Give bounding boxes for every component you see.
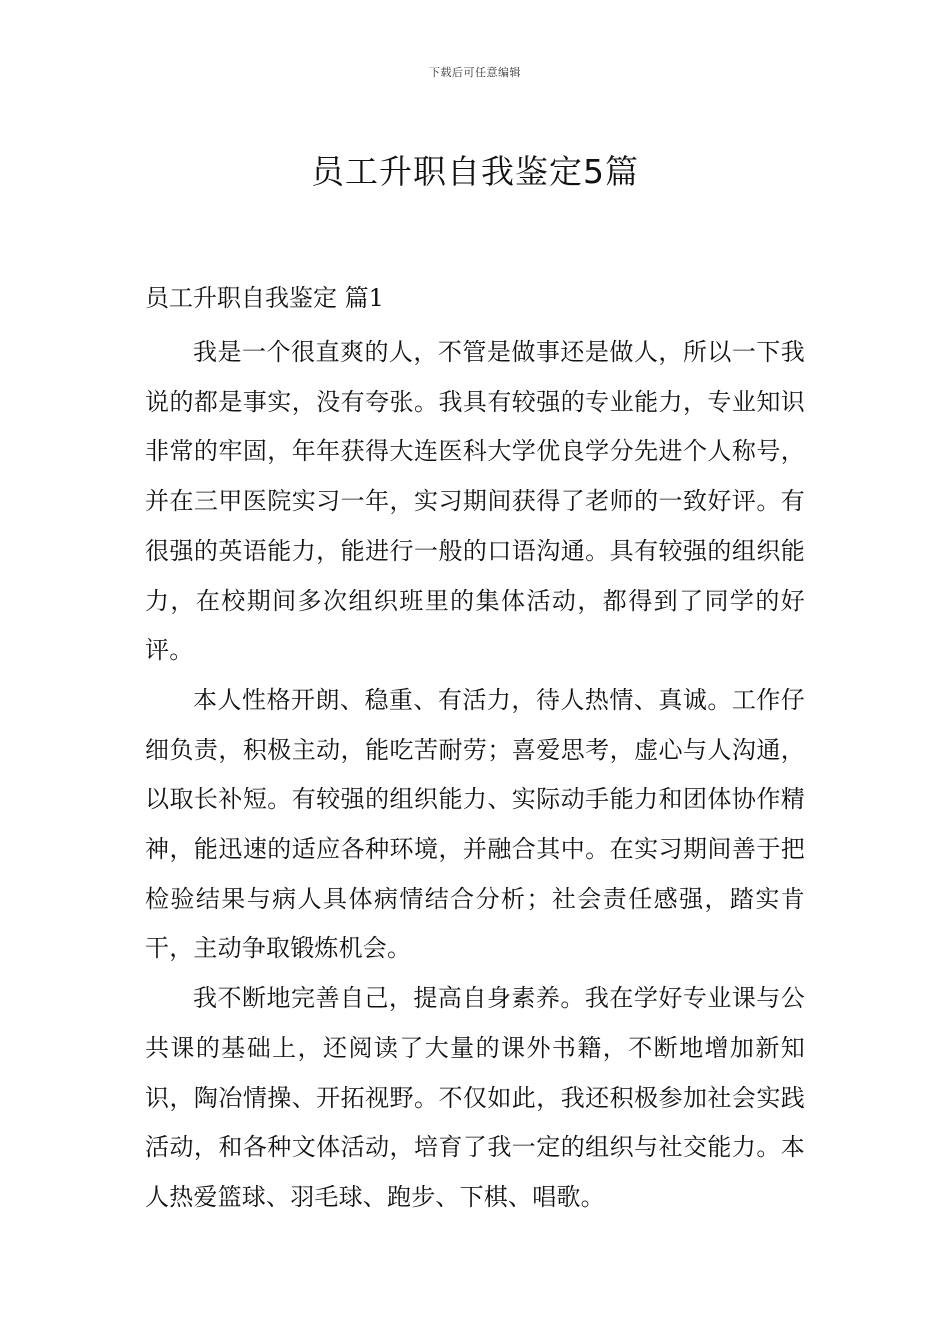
document-title: 员工升职自我鉴定5篇: [311, 152, 639, 192]
header-note: 下载后可任意编辑: [429, 66, 521, 79]
section-heading: 员工升职自我鉴定 篇1: [145, 284, 384, 312]
document-body: [145, 328, 805, 1223]
paragraph-2: 本人性格开朗、稳重、有活力，待人热情、真诚。工作仔细负责，积极主动，能吃苦耐劳；喜爱思考，虚心与人沟通，以取长补短。有较强的组织能力、实际动手能力和团体协作精神，能迅速的适应各种环境，并融合其中。在实习期间善于把检验结果与病人具体病情结合分析；社会责任感强，踏实肯干，主动争取锻炼机会。: [145, 685, 805, 963]
paragraph-3: 我不断地完善自己，提高自身素养。我在学好专业课与公共课的基础上，还阅读了大量的课外书籍，不断地增加新知识，陶冶情操、开拓视野。不仅如此，我还积极参加社会实践活动，和各种文体活动，培育了我一定的组织与社交能力。本人热爱篮球、羽毛球、跑步、下棋、唱歌。: [145, 984, 805, 1211]
paragraph-1: 我是一个很直爽的人，不管是做事还是做人，所以一下我说的都是事实，没有夸张。我具有较强的专业能力，专业知识非常的牢固，年年获得大连医科大学优良学分先进个人称号，并在三甲医院实习一年，实习期间获得了老师的一致好评。有很强的英语能力，能进行一般的口语沟通。具有较强的组织能力，在校期间多次组织班里的集体活动，都得到了同学的好评。: [145, 338, 805, 665]
